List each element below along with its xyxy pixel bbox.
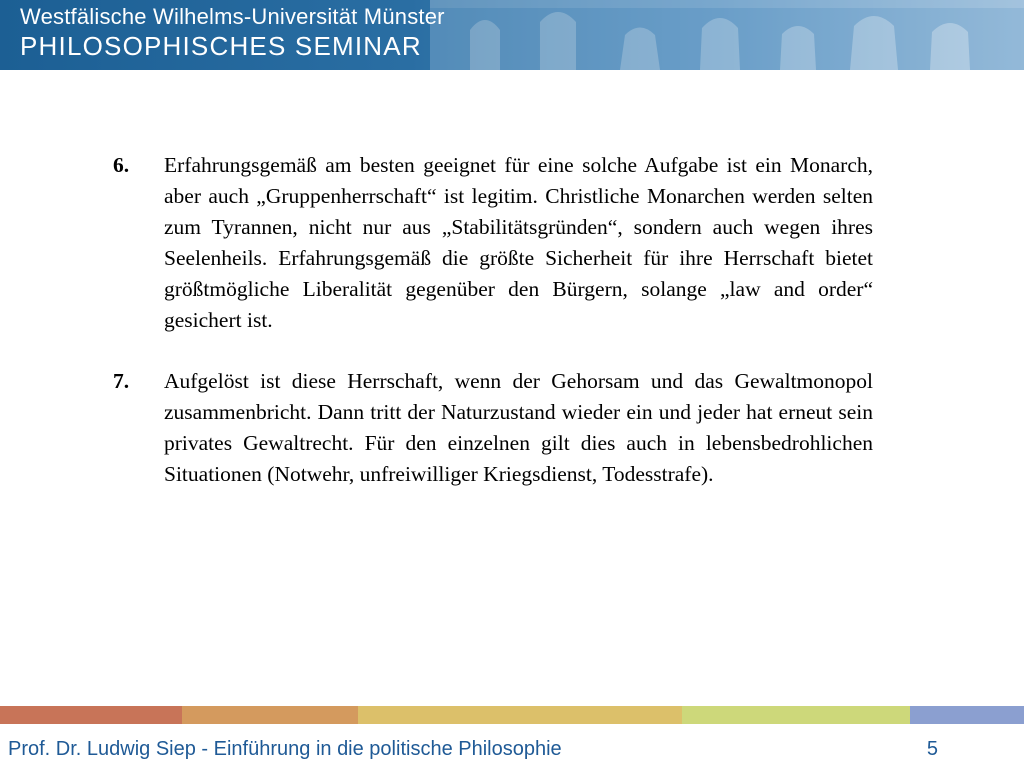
footer-lecture-title: Prof. Dr. Ludwig Siep - Einführung in die politische Philosophie bbox=[8, 738, 562, 760]
footer-color-bar bbox=[0, 706, 1024, 724]
item-text: Erfahrungsgemäß am besten geeignet für eine solche Aufgabe ist ein Monarch, aber auch „Gruppenherrschaft“ ist legitim. Christliche Monarchen werden selten zum Tyrannen, nicht nur aus „Stabilitätsgründen“, sondern auch wegen ihres Seelenheils. Erfahrungsgemäß die größte Sicherheit für ihre Herrschaft bietet größtmögliche Liberalität gegenüber den Bürgern, solange „law and order“ gesichert ist. bbox=[164, 153, 873, 332]
item-text: Aufgelöst ist diese Herrschaft, wenn der Gehorsam und das Gewaltmonopol zusammenbricht. Dann tritt der Naturzustand wieder ein und jeder hat erneut sein privates Gewaltrecht. Für den einzelnen gilt dies auch in lebensbedrohlichen Situationen (Notwehr, unfreiwilliger Kriegsdienst, Todesstrafe). bbox=[164, 369, 873, 486]
list-item bbox=[113, 366, 873, 490]
university-name: Westfälische Wilhelms-Universität Münster bbox=[20, 4, 445, 29]
item-number: 6. bbox=[113, 153, 130, 177]
color-bar-segment bbox=[682, 706, 910, 724]
slide-content bbox=[113, 150, 873, 520]
color-bar-segment bbox=[0, 706, 182, 724]
color-bar-segment bbox=[182, 706, 358, 724]
color-bar-segment bbox=[910, 706, 1024, 724]
page-number: 5 bbox=[926, 738, 938, 760]
fresco-banner-image bbox=[430, 0, 1024, 70]
item-number: 7. bbox=[113, 369, 130, 393]
list-item bbox=[113, 150, 873, 336]
color-bar-segment bbox=[358, 706, 682, 724]
header-banner bbox=[0, 0, 1024, 70]
seminar-name: PHILOSOPHISCHES SEMINAR bbox=[20, 31, 422, 61]
footer bbox=[0, 724, 1024, 768]
